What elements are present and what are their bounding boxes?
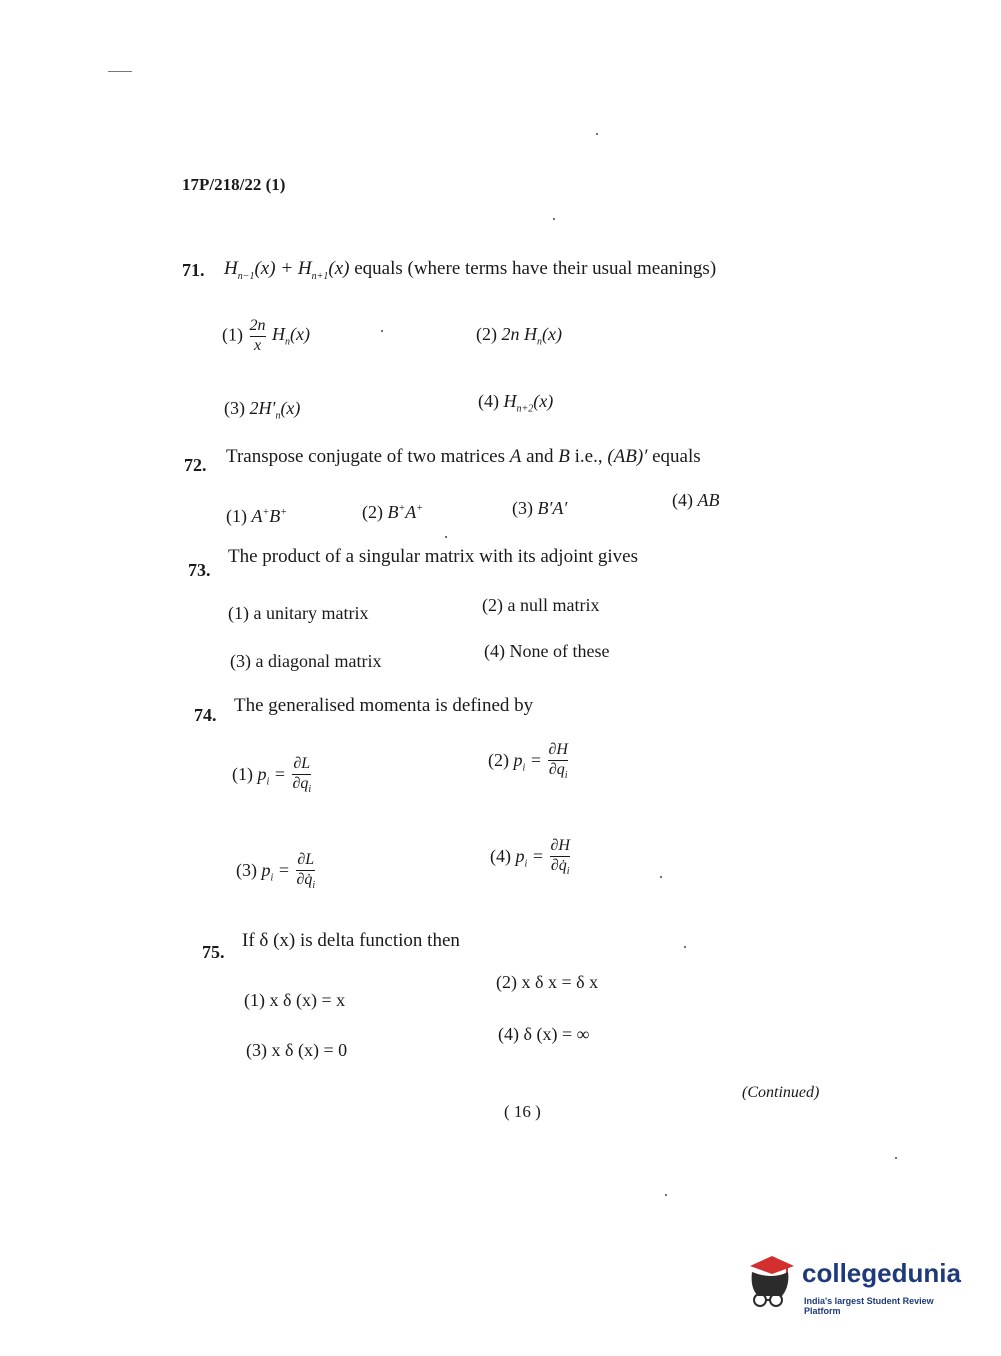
q73-option-3[interactable] [230,651,381,672]
q74-text: The generalised momenta is defined by [234,695,534,716]
q71-option-1[interactable]: (1) $\frac{2n}{x}$ $H_n(x)$ [222,317,310,354]
scan-speck [596,133,598,135]
option-text: x δ (x) = 0 [271,1040,348,1060]
q75-option-4[interactable] [498,1024,589,1045]
q73-text: The product of a singular matrix with its adjoint gives [228,546,639,567]
collegedunia-watermark [742,1252,972,1316]
fraction: $\frac{\partial L}{\partial q_i}$ [292,755,312,795]
option-label: (2) [488,749,509,770]
q73-option-2[interactable] [482,595,599,616]
option-label: (4) [672,490,693,510]
option-label: (1) [228,603,249,623]
q73-option-1[interactable] [228,603,368,624]
fraction: $\frac{\partial H}{\partial q_i}$ [548,741,568,781]
q74-option-4[interactable]: (4) $p_i$ = $\frac{\partial H}{\partial q̇_i}$ [490,837,570,877]
scan-speck [665,1194,667,1196]
scan-speck [381,330,383,332]
scan-speck [660,876,662,878]
scan-speck [895,1157,897,1159]
q72-option-2[interactable]: (2) B+A+ [362,502,423,522]
q75-option-3[interactable] [246,1040,347,1061]
option-label: (1) [244,990,265,1010]
option-text: AB [697,490,720,510]
option-label: (2) [476,324,497,344]
mascot-logo-icon [742,1252,800,1312]
scan-speck [445,536,447,538]
q71-option-4[interactable]: (4) $H_{n+2}(x)$ [478,391,554,415]
q75-option-2[interactable] [496,972,598,993]
q71-option-3[interactable]: (3) $2H'_n(x)$ [224,398,301,422]
option-text: x δ x = δ x [521,972,599,992]
option-label: (4) [478,391,499,411]
scan-speck [684,946,686,948]
option-text: None of these [509,641,610,661]
q72-stem: Transpose conjugate of two matrices A and B i.e., (AB)′ equals [226,446,701,467]
fraction: $\frac{2n}{x}$ [249,317,266,354]
option-label: (2) [362,502,383,522]
option-label: (1) [226,506,247,526]
option-label: (4) [498,1024,519,1044]
scan-speck [553,218,555,220]
q71-number: 71. [182,260,205,280]
paper-code: 17P/218/22 (1) [182,175,286,194]
page-number: ( 16 ) [504,1102,541,1121]
continued-label: (Continued) [742,1084,820,1101]
brand-name: collegedunia [802,1258,961,1288]
q74-option-2[interactable]: (2) $p_i$ = $\frac{\partial H}{\partial q_i}$ [488,741,568,781]
option-text: a unitary matrix [253,603,369,623]
q71-stem [224,258,716,282]
option-label: (3) [224,398,245,418]
option-text: x δ (x) = x [269,990,346,1010]
option-text: a null matrix [507,595,600,615]
option-label: (1) [232,763,253,784]
option-label: (4) [484,641,505,661]
q75-text: If δ (x) is delta function then [242,930,460,951]
fraction: $\frac{\partial H}{\partial q̇_i}$ [550,837,570,877]
q71-option-2[interactable]: (2) 2n $H_n(x)$ [476,324,562,348]
q72-option-3[interactable]: (3) B′A′ [512,498,568,518]
q72-formula: A [509,446,522,467]
q74-option-1[interactable]: (1) $p_i$ = $\frac{\partial L}{\partial q_i}$ [232,755,312,795]
option-text: a diagonal matrix [255,651,382,671]
q73-option-4[interactable] [484,641,609,662]
option-label: (3) [246,1040,267,1060]
q71-formula: $H_{n-1}(x) + H_{n+1}(x)$ [224,258,350,282]
q74-number: 74. [194,705,217,725]
q75-option-1[interactable] [244,990,345,1011]
q72-option-4[interactable] [672,490,720,511]
option-label: (4) [490,845,511,866]
option-label: (1) [222,324,243,345]
q71-text: equals (where terms have their usual meanings) [354,258,717,279]
q73-number: 73. [188,560,211,580]
q74-option-3[interactable]: (3) $p_i$ = $\frac{\partial L}{\partial q̇_i}$ [236,851,316,891]
option-label: (3) [512,498,533,518]
q75-number: 75. [202,942,225,962]
q72-text: Transpose conjugate of two matrices [226,446,505,467]
option-text: δ (x) = ∞ [523,1024,590,1044]
option-label: (2) [496,972,517,992]
fraction: $\frac{\partial L}{\partial q̇_i}$ [296,851,316,891]
option-label: (2) [482,595,503,615]
q72-option-1[interactable]: (1) A+B+ [226,506,287,526]
option-label: (3) [230,651,251,671]
option-label: (3) [236,859,257,880]
q72-number: 72. [184,455,207,475]
corner-mark [108,71,132,72]
brand-tagline: India's largest Student Review Platform [804,1296,934,1316]
